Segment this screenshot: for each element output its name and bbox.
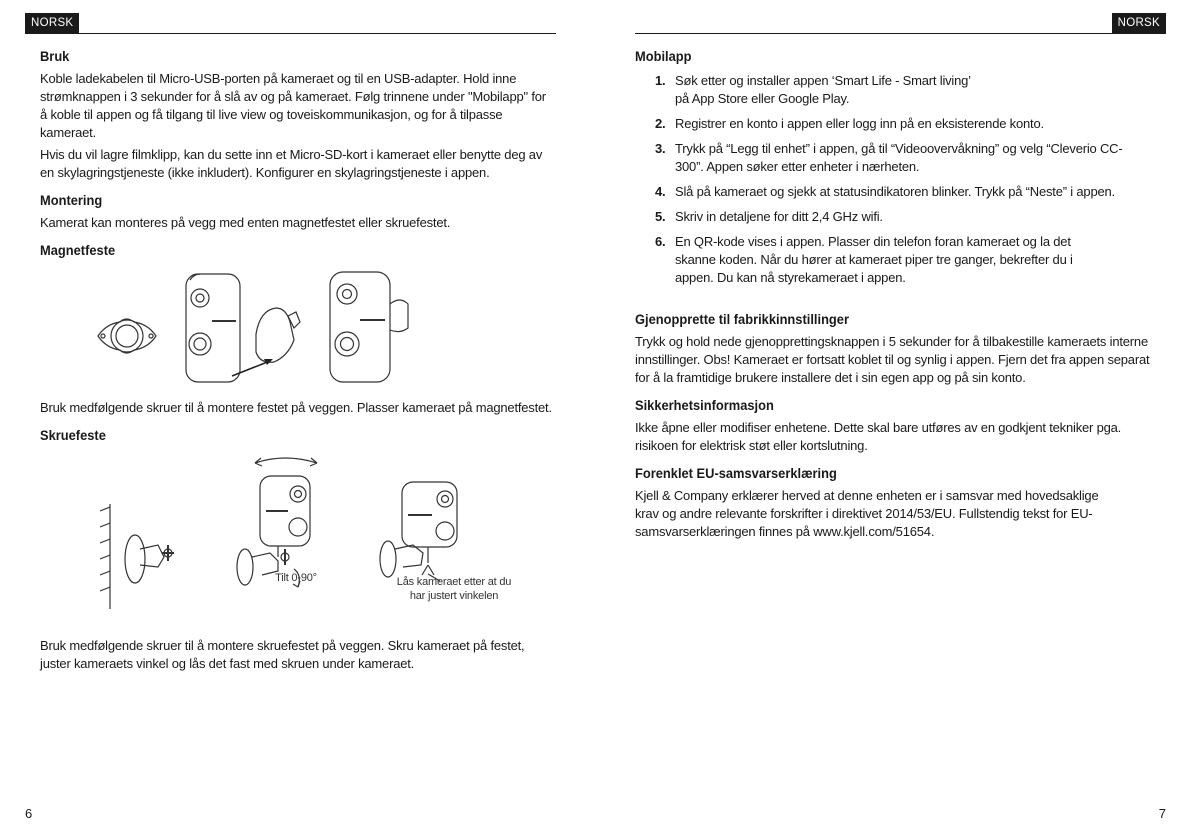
magnetfeste-paragraph: Bruk medfølgende skruer til å montere festet på veggen. Plasser kameraet på magnetfestet. [40, 400, 552, 415]
right-page [596, 0, 1191, 839]
gjenopprette-paragraph: Trykk og hold nede gjenopprettingsknappen i 5 sekunder for å tilbakestille kameraets interne innstillinger. Obs! Kameraet er fortsatt koblet til og synlig i appen. Fjern det fra appen separat for å la framtidige brukere installere det i sin egen app og på sin konto. [635, 334, 1150, 385]
header-rule [25, 33, 556, 34]
heading-mobilapp: Mobilapp [635, 48, 692, 64]
heading-skruefeste: Skruefeste [40, 427, 106, 443]
heading-sikkerhet: Sikkerhetsinformasjon [635, 397, 774, 413]
step-number: 2. [655, 116, 666, 131]
bruk-paragraph-2: Hvis du vil lagre filmklipp, kan du sette inn et Micro-SD-kort i kameraet eller benytte deg av en skylagringstjeneste (ikke inkludert). Konfigurer en skylagringstjeneste i appen. [40, 147, 543, 180]
heading-gjenopprette: Gjenopprette til fabrikkinnstillinger [635, 311, 849, 327]
language-tag: NORSK [1112, 13, 1166, 33]
right-content [635, 46, 1155, 549]
language-tag: NORSK [25, 13, 79, 33]
sikkerhet-paragraph: Ikke åpne eller modifiser enhetene. Dette skal bare utføres av en godkjent tekniker pga. risikoen for elektrisk støt eller kortslutning. [635, 420, 1122, 453]
section-gjenopprette [635, 309, 1155, 387]
mobilapp-steps [635, 72, 1155, 287]
heading-eu: Forenklet EU-samsvarserklæring [635, 465, 837, 481]
step-text: Skriv in detaljene for ditt 2,4 GHz wifi. [675, 209, 883, 224]
step-item [635, 72, 985, 108]
step-text: Registrer en konto i appen eller logg inn på en eksisterende konto. [675, 116, 1044, 131]
step-item [635, 208, 1155, 226]
skruefeste-paragraph: Bruk medfølgende skruer til å montere skruefestet på veggen. Skru kameraet på festet, juster kameraets vinkel og lås det fast med skruen under kameraet. [40, 638, 525, 671]
step-text: Trykk på “Legg til enhet” i appen, gå til “Videoovervåkning” og velg “Cleverio CC-300”. Appen søker etter enheter i nærheten. [675, 141, 1123, 174]
section-bruk [40, 46, 555, 182]
montering-paragraph: Kamerat kan monteres på vegg med enten magnetfestet eller skruefestet. [40, 215, 451, 230]
step-number: 5. [655, 209, 666, 224]
tilt-label: Tilt 0-90° [275, 572, 317, 584]
bruk-paragraph-1: Koble ladekabelen til Micro-USB-porten på kameraet og til en USB-adapter. Hold inne strømknappen i 3 sekunder for å slå av og på kameraet. Følg trinnene under "Mobilapp" for å koble til appen og få tilgang til live view og toveiskommunikasjon, og for å tilpasse kameraet. [40, 71, 546, 140]
magnet-mount-drawing [40, 264, 555, 399]
left-content [40, 46, 555, 681]
step-number: 1. [655, 73, 666, 88]
heading-bruk: Bruk [40, 48, 70, 64]
heading-magnetfeste: Magnetfeste [40, 242, 116, 258]
eu-paragraph: Kjell & Company erklærer herved at denne enheten er i samsvar med hovedsaklige krav og andre relevante forskrifter i direktivet 2014/53/EU. Fullstendig tekst for EU-samsvarserklæringen finnes på www.kjell.com/51654. [635, 488, 1099, 539]
step-item [635, 115, 1155, 133]
lock-label: Lås kameraet etter at du har justert vinkelen [396, 576, 512, 602]
heading-montering: Montering [40, 192, 103, 208]
step-number: 4. [655, 184, 666, 199]
step-text: Slå på kameraet og sjekk at statusindikatoren blinker. Trykk på “Neste” i appen. [675, 184, 1115, 199]
section-skruefeste [40, 425, 555, 673]
section-magnetfeste [40, 240, 555, 417]
section-eu [635, 463, 1155, 541]
section-mobilapp [635, 46, 1155, 287]
step-item [635, 233, 1095, 287]
header-rule [635, 33, 1166, 34]
step-item [635, 140, 1125, 176]
step-number: 6. [655, 234, 666, 249]
step-number: 3. [655, 141, 666, 156]
step-text: Søk etter og installer appen ‘Smart Life - Smart living’ på App Store eller Google Play. [675, 73, 971, 106]
left-page [0, 0, 595, 839]
step-item [635, 183, 1155, 201]
screw-mount-drawing [40, 449, 555, 637]
step-text: En QR-kode vises i appen. Plasser din telefon foran kameraet og la det skanne koden. Når du hører at kameraet piper tre ganger, bekrefter du i appen. Du kan nå styrekameraet i appen. [675, 234, 1073, 285]
magnet-mount-illustration [40, 264, 555, 399]
page-number: 6 [25, 806, 33, 821]
section-montering [40, 190, 555, 232]
section-sikkerhet [635, 395, 1155, 455]
screw-mount-illustration [40, 449, 555, 637]
page-number: 7 [1158, 806, 1166, 821]
